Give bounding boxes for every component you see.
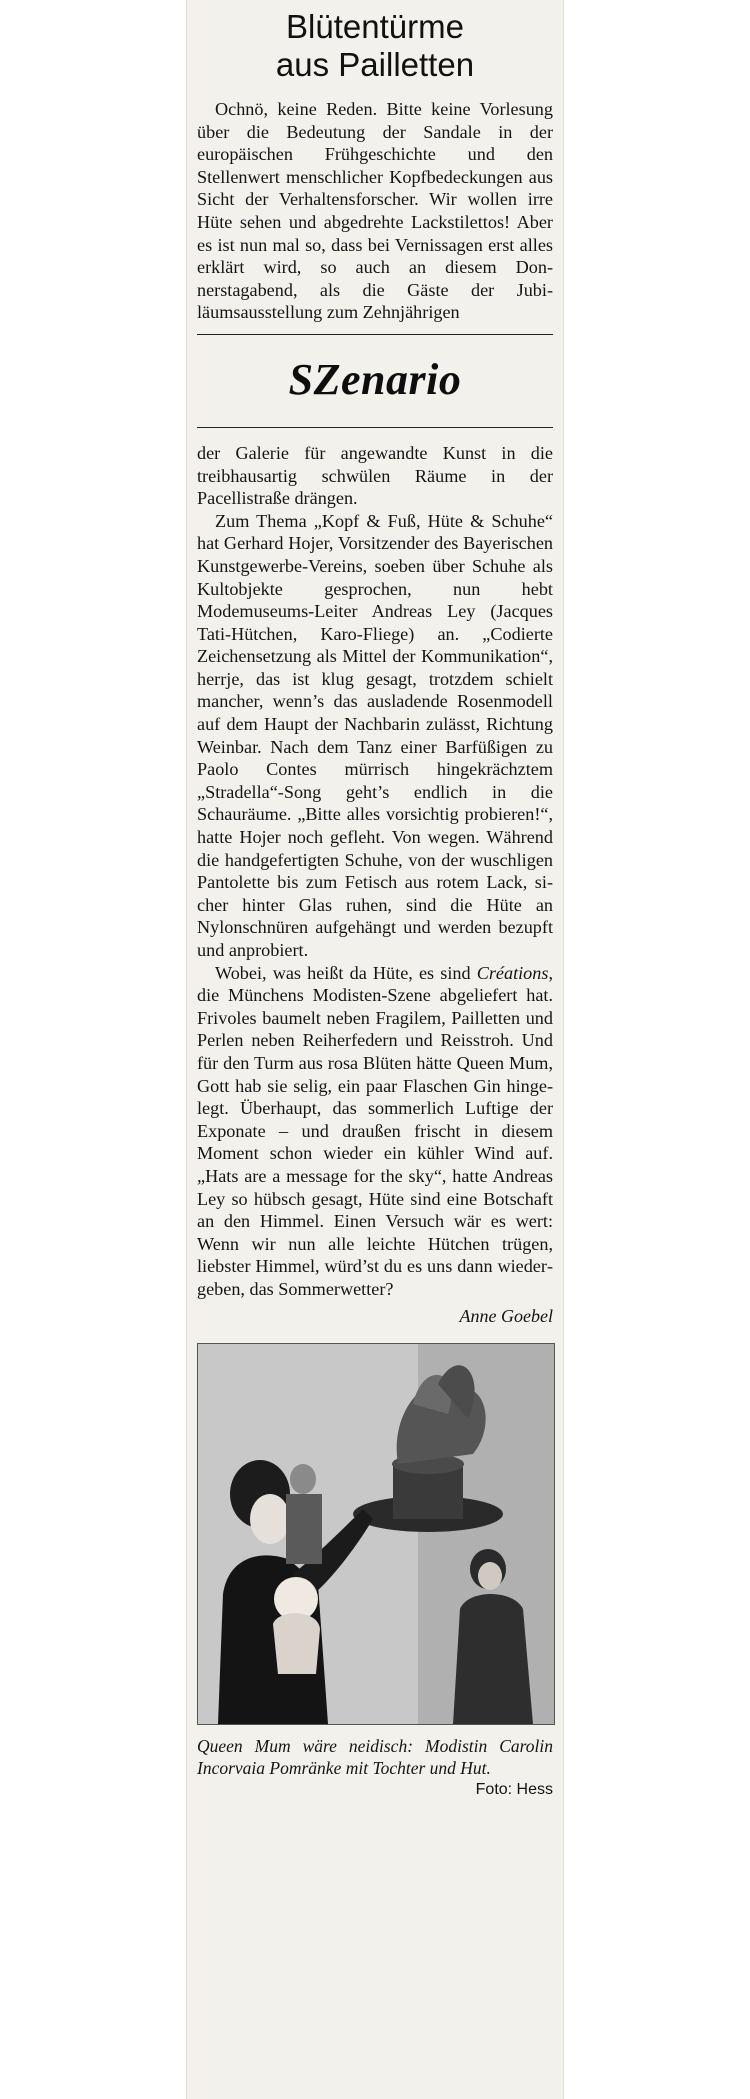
rubric-box [197,334,553,428]
p3-start: Wobei, was heißt da Hüte, es sind [215,962,471,983]
intro-paragraph: Ochnö, keine Reden. Bitte keine Vorlesung über die Bedeutung der Sandale in der europäischen Frühgeschichte und den Stellenwert menschlicher Kopfbedeckungen aus Sicht der Verhaltensforscher. Wir wollen irre Hüte sehen und abgedrehte Lackstilettos! Aber es ist nun mal so, dass bei Vernissagen erst alles erklärt wird, so auch an diesem Donnerstagabend, als die Gäste der Jubiläumsausstellung zum Zehnjährigen [197,99,553,323]
baby-figure [273,1577,320,1674]
photo-illustration [198,1344,554,1724]
article-photo [197,1343,555,1725]
article-column [197,8,553,1801]
article-headline [197,8,553,84]
rubric-title: SZenario [288,354,462,404]
article-intro [197,98,553,324]
body-paragraph-2: Zum Thema „Kopf & Fuß, Hüte & Schuhe“ hat Gerhard Hojer, Vorsitzender des Bayerischen Kunstgewerbe-Vereins, soeben über Schuhe als Kultobjekte gesprochen, nun hebt Modemuseums-Leiter Andreas Ley (Jacques Tati-Hütchen, Karo-Fliege) an. „Codierte Zeichensetzung als Mittel der Kommunikation“, herrje, das ist klug gesagt, trotzdem schielt mancher, wenn’s das ausladende Rosenmodell auf dem Haupt der Nachbarin zulässt, Richtung Weinbar. Nach dem Tanz einer Barfüßigen zu Paolo Contes mürrisch hingekrächztem „Stradella“-Song geht’s endlich in die Schauräume. „Bitte alles vorsichtig probieren!“, hatte Hojer noch gefleht. Von wegen. Während die handgefertigten Schuhe, von der wuschligen Pantolette bis zum Fetisch aus rotem Lack, sicher hinter Glas ruhen, sind die Hüte an Nylonschnüren aufgehängt und werden bezupft und anprobiert. [197,510,553,960]
photo-credit: Foto: Hess [475,1780,553,1798]
photo-caption [197,1735,553,1798]
newspaper-clipping [187,0,563,2099]
body-paragraph-3 [197,962,553,1301]
author-byline: Anne Goebel [459,1305,553,1326]
body-paragraph-1: der Galerie für angewandte Kunst in die treibhausartig schwülen Räume in der Pacellistraße drängen. [197,442,553,509]
p3-rest: , die Münchens Modisten-Szene abgeliefert hat. Frivoles baumelt neben Fragilem, Pailletten und Perlen neben Reiherfedern und Reisstroh. Und für den Turm aus rosa Blüten hätte Queen Mum, Gott hab sie selig, ein paar Flaschen Gin hingelegt. Überhaupt, das sommerlich Luftige der Exponate – und draußen frischt in diesem Moment schon wieder ein kühler Wind auf. „Hats are a message for the sky“, hatte Andreas Ley so hübsch gesagt, Hüte sind eine Botschaft an den Himmel. Einen Versuch wär es wert: Wenn wir nun alle leichte Hütchen trügen, liebster Himmel, würd’st du es uns dann wiedergeben, das Sommerwetter? [197,962,553,1299]
article-body [197,442,553,1301]
headline-line-2: aus Pailletten [275,46,475,83]
caption-text: Queen Mum wäre neidisch: Modistin Carolin Incorvaia Pomränke mit Tochter und Hut. [197,1735,553,1778]
p3-italic-term: Créations [476,962,549,983]
headline-line-1: Blütentürme [286,8,464,45]
